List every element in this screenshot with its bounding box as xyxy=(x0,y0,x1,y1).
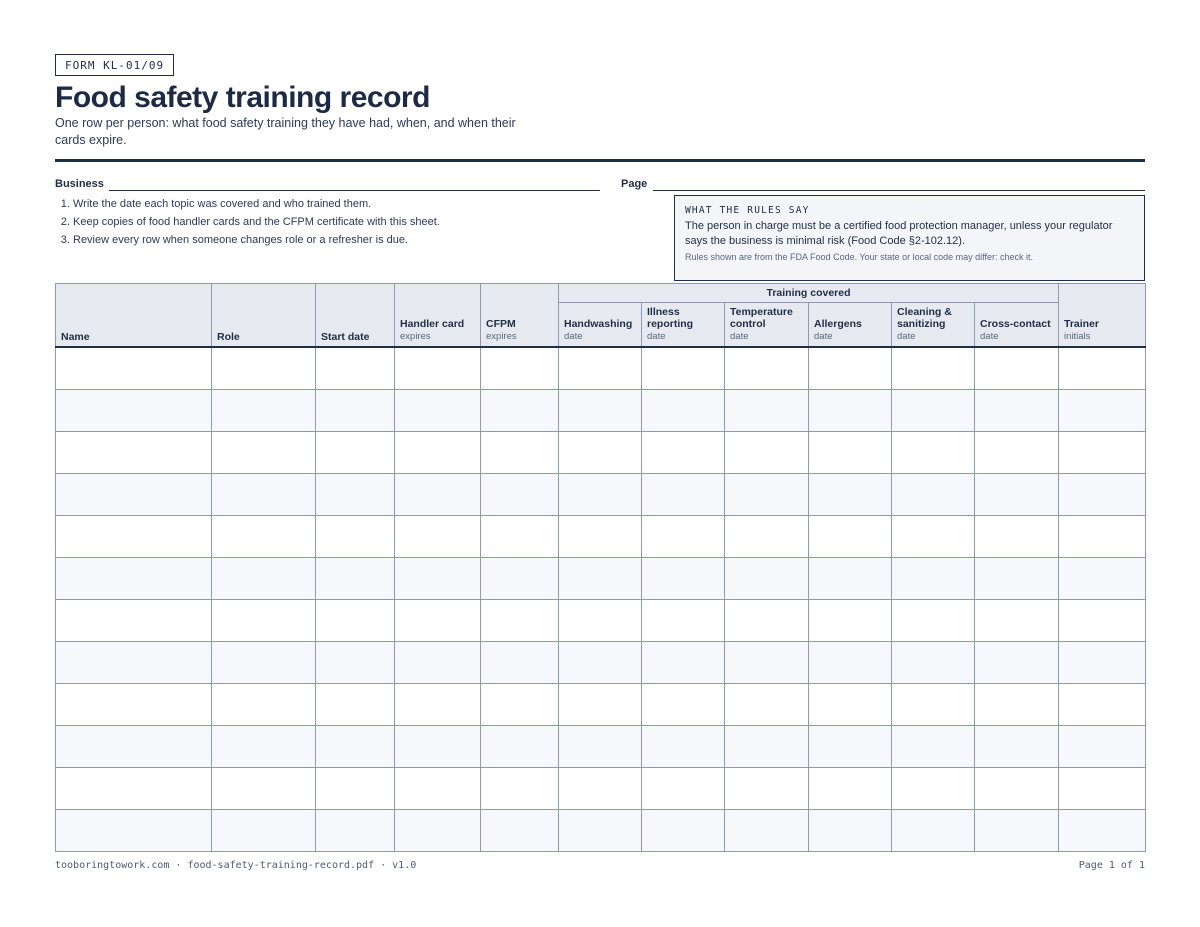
entry-cell[interactable] xyxy=(316,684,395,726)
entry-cell[interactable] xyxy=(809,390,892,432)
entry-cell[interactable] xyxy=(212,726,316,768)
entry-cell[interactable] xyxy=(642,810,725,852)
entry-cell[interactable] xyxy=(559,516,642,558)
entry-cell[interactable] xyxy=(395,642,481,684)
entry-cell[interactable] xyxy=(642,516,725,558)
entry-cell[interactable] xyxy=(975,600,1059,642)
entry-cell[interactable] xyxy=(481,516,559,558)
rules-note: Rules shown are from the FDA Food Code. Your state or local code may differ: check it. xyxy=(685,252,1034,262)
entry-cell[interactable] xyxy=(975,390,1059,432)
entry-cell[interactable] xyxy=(975,432,1059,474)
table-row xyxy=(56,600,1146,642)
col-header-start-date: Start date xyxy=(316,284,395,348)
entry-cell[interactable] xyxy=(559,726,642,768)
entry-cell[interactable] xyxy=(481,810,559,852)
entry-cell[interactable] xyxy=(975,516,1059,558)
entry-cell[interactable] xyxy=(892,558,975,600)
entry-cell[interactable] xyxy=(395,810,481,852)
entry-cell[interactable] xyxy=(892,768,975,810)
entry-cell[interactable] xyxy=(642,768,725,810)
entry-cell[interactable] xyxy=(316,642,395,684)
entry-cell[interactable] xyxy=(56,516,212,558)
page-subtitle: One row per person: what food safety training they have had, when, and when their cards expire. xyxy=(55,116,516,147)
entry-cell[interactable] xyxy=(892,432,975,474)
entry-cell[interactable] xyxy=(642,642,725,684)
entry-cell[interactable] xyxy=(212,768,316,810)
rules-heading: WHAT THE RULES SAY xyxy=(685,205,810,216)
entry-cell[interactable] xyxy=(1059,347,1146,390)
entry-cell[interactable] xyxy=(395,558,481,600)
table-row xyxy=(56,642,1146,684)
entry-cell[interactable] xyxy=(56,390,212,432)
entry-cell[interactable] xyxy=(892,474,975,516)
entry-cell[interactable] xyxy=(975,726,1059,768)
entry-cell[interactable] xyxy=(1059,642,1146,684)
entry-cell[interactable] xyxy=(975,347,1059,390)
entry-cell[interactable] xyxy=(892,726,975,768)
entry-cell[interactable] xyxy=(212,810,316,852)
entry-cell[interactable] xyxy=(316,347,395,390)
entry-cell[interactable] xyxy=(975,768,1059,810)
entry-cell[interactable] xyxy=(395,390,481,432)
entry-cell[interactable] xyxy=(212,684,316,726)
entry-cell[interactable] xyxy=(725,810,809,852)
entry-cell[interactable] xyxy=(395,474,481,516)
col-header-trainer: Trainer initials xyxy=(1059,284,1146,348)
col-header-handwashing: Handwashing date xyxy=(559,303,642,348)
entry-cell[interactable] xyxy=(212,558,316,600)
entry-cell[interactable] xyxy=(395,726,481,768)
entry-cell[interactable] xyxy=(56,347,212,390)
entry-cell[interactable] xyxy=(809,600,892,642)
table-row xyxy=(56,432,1146,474)
page-label: Page xyxy=(621,178,648,190)
entry-cell[interactable] xyxy=(56,642,212,684)
entry-cell[interactable] xyxy=(809,726,892,768)
entry-cell[interactable] xyxy=(1059,474,1146,516)
entry-cell[interactable] xyxy=(725,432,809,474)
entry-cell[interactable] xyxy=(642,390,725,432)
entry-cell[interactable] xyxy=(395,684,481,726)
col-header-handler-card: Handler card expires xyxy=(395,284,481,348)
entry-cell[interactable] xyxy=(559,768,642,810)
entry-cell[interactable] xyxy=(809,642,892,684)
rules-callout xyxy=(674,195,1145,281)
entry-cell[interactable] xyxy=(725,726,809,768)
entry-cell[interactable] xyxy=(56,810,212,852)
entry-cell[interactable] xyxy=(1059,684,1146,726)
entry-cell[interactable] xyxy=(316,516,395,558)
entry-cell[interactable] xyxy=(481,726,559,768)
page-field[interactable] xyxy=(653,190,1145,191)
entry-cell[interactable] xyxy=(559,600,642,642)
entry-cell[interactable] xyxy=(56,684,212,726)
entry-cell[interactable] xyxy=(809,474,892,516)
entry-cell[interactable] xyxy=(1059,600,1146,642)
entry-cell[interactable] xyxy=(56,600,212,642)
table-row xyxy=(56,768,1146,810)
entry-cell[interactable] xyxy=(481,474,559,516)
entry-cell[interactable] xyxy=(395,347,481,390)
instruction-item: 2. Keep copies of food handler cards and the CFPM certificate with this sheet. xyxy=(73,213,440,231)
table-body xyxy=(56,347,1146,852)
rules-body: The person in charge must be a certified food protection manager, unless your regulator says the business is minimal risk (Food Code §2-102.12). xyxy=(685,220,1113,247)
col-header-allergens: Allergens date xyxy=(809,303,892,348)
entry-cell[interactable] xyxy=(725,768,809,810)
table-row xyxy=(56,516,1146,558)
entry-cell[interactable] xyxy=(316,810,395,852)
table-row xyxy=(56,474,1146,516)
entry-cell[interactable] xyxy=(395,768,481,810)
col-header-temperature-control: Temperature control date xyxy=(725,303,809,348)
entry-cell[interactable] xyxy=(559,347,642,390)
entry-cell[interactable] xyxy=(212,516,316,558)
entry-cell[interactable] xyxy=(316,600,395,642)
entry-cell[interactable] xyxy=(481,768,559,810)
form-page xyxy=(55,54,1145,343)
entry-cell[interactable] xyxy=(642,347,725,390)
entry-cell[interactable] xyxy=(481,642,559,684)
entry-cell[interactable] xyxy=(481,600,559,642)
entry-cell[interactable] xyxy=(892,347,975,390)
entry-cell[interactable] xyxy=(481,558,559,600)
table-row xyxy=(56,347,1146,390)
entry-cell[interactable] xyxy=(1059,390,1146,432)
entry-cell[interactable] xyxy=(481,432,559,474)
col-header-name: Name xyxy=(56,284,212,348)
entry-cell[interactable] xyxy=(559,810,642,852)
entry-cell[interactable] xyxy=(725,516,809,558)
entry-cell[interactable] xyxy=(559,474,642,516)
entry-cell[interactable] xyxy=(892,390,975,432)
entry-cell[interactable] xyxy=(559,642,642,684)
business-label: Business xyxy=(55,178,104,190)
business-field[interactable] xyxy=(109,190,600,191)
entry-cell[interactable] xyxy=(212,600,316,642)
entry-cell[interactable] xyxy=(642,474,725,516)
col-header-cleaning-sanitizing: Cleaning & sanitizing date xyxy=(892,303,975,348)
entry-cell[interactable] xyxy=(892,600,975,642)
entry-cell[interactable] xyxy=(316,768,395,810)
entry-cell[interactable] xyxy=(316,558,395,600)
entry-cell[interactable] xyxy=(809,558,892,600)
header-divider xyxy=(55,159,1145,162)
entry-cell[interactable] xyxy=(56,474,212,516)
entry-cell[interactable] xyxy=(809,684,892,726)
entry-cell[interactable] xyxy=(56,726,212,768)
entry-cell[interactable] xyxy=(316,726,395,768)
footer-source: tooboringtowork.com · food-safety-training-record.pdf · v1.0 xyxy=(55,860,417,871)
entry-cell[interactable] xyxy=(1059,558,1146,600)
entry-cell[interactable] xyxy=(642,726,725,768)
entry-cell[interactable] xyxy=(892,810,975,852)
entry-cell[interactable] xyxy=(212,347,316,390)
entry-cell[interactable] xyxy=(809,347,892,390)
entry-cell[interactable] xyxy=(725,474,809,516)
entry-cell[interactable] xyxy=(481,684,559,726)
group-header-training-covered: Training covered xyxy=(559,284,1059,303)
entry-cell[interactable] xyxy=(559,558,642,600)
entry-cell[interactable] xyxy=(892,642,975,684)
footer-page-number: Page 1 of 1 xyxy=(1078,860,1145,871)
entry-cell[interactable] xyxy=(212,432,316,474)
entry-cell[interactable] xyxy=(642,558,725,600)
entry-cell[interactable] xyxy=(809,516,892,558)
entry-cell[interactable] xyxy=(809,810,892,852)
table-row xyxy=(56,726,1146,768)
entry-cell[interactable] xyxy=(316,474,395,516)
col-header-illness-reporting: Illness reporting date xyxy=(642,303,725,348)
entry-cell[interactable] xyxy=(1059,810,1146,852)
entry-cell[interactable] xyxy=(809,432,892,474)
entry-cell[interactable] xyxy=(725,558,809,600)
entry-cell[interactable] xyxy=(395,516,481,558)
entry-cell[interactable] xyxy=(56,768,212,810)
entry-cell[interactable] xyxy=(1059,432,1146,474)
entry-cell[interactable] xyxy=(725,390,809,432)
entry-cell[interactable] xyxy=(481,390,559,432)
table-row xyxy=(56,684,1146,726)
entry-cell[interactable] xyxy=(725,642,809,684)
entry-cell[interactable] xyxy=(316,390,395,432)
entry-cell[interactable] xyxy=(975,684,1059,726)
col-header-role: Role xyxy=(212,284,316,348)
entry-cell[interactable] xyxy=(559,684,642,726)
entry-cell[interactable] xyxy=(212,642,316,684)
entry-cell[interactable] xyxy=(395,600,481,642)
entry-cell[interactable] xyxy=(1059,768,1146,810)
table-row xyxy=(56,810,1146,852)
entry-cell[interactable] xyxy=(56,432,212,474)
entry-cell[interactable] xyxy=(975,558,1059,600)
entry-cell[interactable] xyxy=(725,684,809,726)
entry-cell[interactable] xyxy=(212,390,316,432)
entry-cell[interactable] xyxy=(809,768,892,810)
entry-cell[interactable] xyxy=(395,432,481,474)
col-header-cfpm: CFPM expires xyxy=(481,284,559,348)
table-row xyxy=(56,558,1146,600)
training-table xyxy=(55,283,1146,852)
instruction-item: 3. Review every row when someone changes role or a refresher is due. xyxy=(73,231,440,249)
page-title: Food safety training record xyxy=(55,81,430,114)
entry-cell[interactable] xyxy=(481,347,559,390)
instruction-item: 1. Write the date each topic was covered and who trained them. xyxy=(73,195,440,213)
entry-cell[interactable] xyxy=(892,516,975,558)
entry-cell[interactable] xyxy=(642,684,725,726)
entry-cell[interactable] xyxy=(316,432,395,474)
instructions-list xyxy=(55,195,440,249)
entry-cell[interactable] xyxy=(892,684,975,726)
entry-cell[interactable] xyxy=(1059,516,1146,558)
training-table-wrap xyxy=(55,283,1146,852)
entry-cell[interactable] xyxy=(642,600,725,642)
entry-cell[interactable] xyxy=(975,810,1059,852)
entry-cell[interactable] xyxy=(1059,726,1146,768)
col-header-cross-contact: Cross-contact date xyxy=(975,303,1059,348)
form-code: FORM KL-01/09 xyxy=(55,54,174,76)
entry-cell[interactable] xyxy=(212,474,316,516)
entry-cell[interactable] xyxy=(975,642,1059,684)
entry-cell[interactable] xyxy=(975,474,1059,516)
table-row xyxy=(56,390,1146,432)
entry-cell[interactable] xyxy=(725,347,809,390)
entry-cell[interactable] xyxy=(642,432,725,474)
entry-cell[interactable] xyxy=(559,432,642,474)
entry-cell[interactable] xyxy=(725,600,809,642)
entry-cell[interactable] xyxy=(559,390,642,432)
entry-cell[interactable] xyxy=(56,558,212,600)
